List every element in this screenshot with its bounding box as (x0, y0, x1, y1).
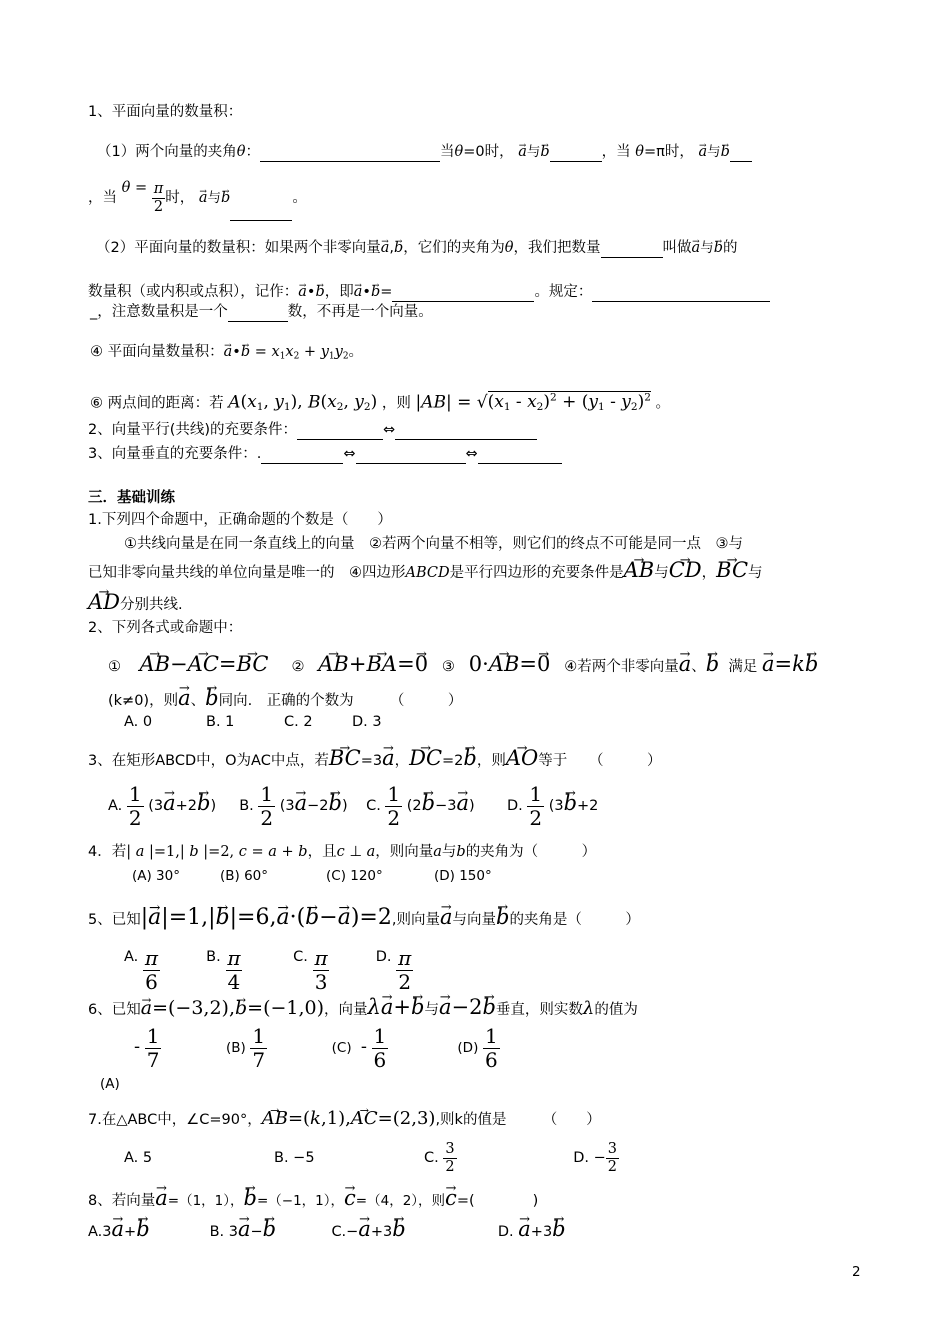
page-number: 2 (852, 1264, 861, 1280)
question-3-stem: 3、在矩形ABCD中，O为AC中点，若→ BC=3→ a，→ DC=2→ b，则→ AO等于 （ ） (88, 748, 662, 771)
question-2-options: A. 0 B. 1 C. 2 D. 3 (124, 714, 382, 730)
question-7-stem: 7.在△ABC中，∠C=90°，→ AB=(k,1),→ AC=(2,3),则k的值是 （ ） (88, 1106, 601, 1133)
scalar-note-line: _，注意数量积是一个 数，不再是一个向量。 (90, 304, 433, 320)
question-1-line-2: 已知非零向量共线的单位向量是唯一的 ④四边形ABCD是平行四边形的充要条件是→ AB与→ CD，→ BC与 (88, 560, 763, 583)
question-6-stem: 6、已知→ a=(−3,2),→ b=(−1,0)，向量λ→ a+→ b与→ a−2→ b垂直，则实数λ的值为 (88, 994, 638, 1023)
angle-definition-line: （1）两个向量的夹角θ： 当θ=0时， → a与→ b ，当 θ=π时， → a与→ b (97, 142, 752, 162)
dot-product-definition-line: （2）平面向量的数量积：如果两个非零向量→ a,→ b，它们的夹角为θ，我们把数量 叫做→ a与→ b的 (96, 238, 737, 258)
distance-formula-line: ⑥ 两点间的距离：若 $A(x_1$, $y_1$), $B(x_2$, $y_2$) ，则 $|AB| = √(x_1 - x_2)^2 + (y_1 - y_2)^2$ 。 (90, 392, 671, 414)
parallel-condition-line: 2、向量平行(共线)的充要条件： ⇔ (88, 420, 537, 440)
question-6-options: - $\frac{1}{7}$ (B) $\frac{1}{7}$ (C) - $\frac{1}{6}$ (D) $\frac{1}{6}$ (134, 1023, 498, 1072)
question-1-line-3: → AD分别共线. (88, 592, 183, 615)
question-6-option-a-label: (A) (100, 1076, 120, 1092)
question-7-options: A. 5 B. −5 C. $\frac{3}{2}$ D. − $\frac{3}{2}$ (124, 1140, 617, 1175)
question-2-stem: 2、下列各式或命题中： (88, 620, 243, 636)
question-5-stem: 5、已知|→ a|=1,|→ b|=6,→ a·(→ b−→ a)=2,则向量→ a与向量→ b的夹角是（ ） (88, 904, 640, 933)
question-3-options: A. $\frac{1}{2}$ (3→ a+2→ b) B. $\frac{1}{2}$ (3→ a−2→ b) C. $\frac{1}{2}$ (2→ b−3→ a) D. $\frac{1}{2}$ (3→ b+2 (108, 778, 598, 828)
question-2-choices: ① → AB−→ AC=→ BC ② → AB+→ BA=→ 0 ③ 0·→ AB=→ 0 ④若两个非零向量→ a、→ b 满足 → a=k→ b (108, 650, 818, 681)
question-1-stem: 1.下列四个命题中，正确命题的个数是（ ） (88, 512, 392, 528)
section-basic-training-title: 三．基础训练 (88, 490, 175, 506)
question-5-options: A. $\frac{\pi}{6}$ B. $\frac{\pi}{4}$ C. $\frac{\pi}{3}$ D. $\frac{\pi}{2}$ (124, 946, 412, 994)
section-1-title: 1、平面向量的数量积： (88, 104, 243, 120)
question-4-options: (A) 30° (B) 60° (C) 120° (D) 150° (132, 868, 492, 884)
coordinate-dot-product-line: ④ 平面向量数量积：→ a•→ $b = x_1x_2 + y_1y_2$。 (90, 342, 363, 367)
question-8-options: A.3→ a+→ b B. 3→ a−→ b C.−→ a+3→ b D. → a+3→ b (88, 1216, 566, 1245)
dot-product-notation-line: 数量积（或内积或点积），记作：→ a•→ b，即→ a•→ b= 。规定： (88, 282, 770, 302)
question-8-stem: 8、若向量→ a=（1，1），→ b=（−1，1），→ c=（4，2），则→ c=( ) (88, 1186, 538, 1213)
angle-right-line: ，当 θ = $\frac{\pi}{2}$ 时， → a与→ b 。 (88, 175, 307, 221)
question-2-line-3: (k≠0)，则→ a、→ b同向. 正确的个数为 （ ） (108, 688, 462, 711)
question-4-stem: 4．若| a |=1,| b |=2, c = a + b，且c ⊥ a，则向量a与b的夹角为（ ） (88, 844, 597, 860)
question-1-line-1: ①共线向量是在同一条直线上的向量 ②若两个向量不相等，则它们的终点不可能是同一点 ③与 (124, 536, 743, 552)
perpendicular-condition-line: 3、向量垂直的充要条件：. ⇔ ⇔ (88, 444, 562, 464)
